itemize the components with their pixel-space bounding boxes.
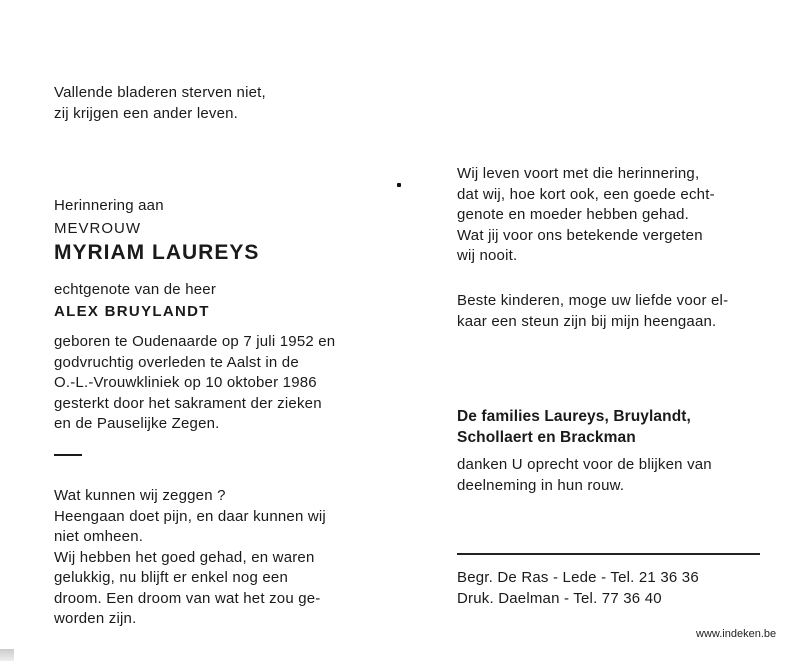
intro: Herinnering aan <box>54 197 164 214</box>
details-line: O.-L.-Vrouwkliniek op 10 oktober 1986 <box>54 374 317 391</box>
children-line: Beste kinderen, moge uw liefde voor el- <box>457 292 729 309</box>
credits-rule <box>457 553 760 555</box>
life-details <box>54 332 335 435</box>
memory-line: Wij leven voort met die herinnering, <box>457 165 700 182</box>
memory-line: Wat jij voor ons betekende vergeten <box>457 226 703 244</box>
spouse-name: ALEX BRUYLANDT <box>54 303 210 320</box>
verse <box>54 83 266 124</box>
credits <box>457 568 699 609</box>
scan-edge-mark <box>0 649 14 661</box>
poem <box>54 486 326 630</box>
details-line: en de Pauselijke Zegen. <box>54 415 220 432</box>
poem-line: droom. Een droom van wat het zou ge- <box>54 589 321 607</box>
thanks-line: deelneming in hun rouw. <box>457 476 625 494</box>
spouse-intro: echtgenote van de heer <box>54 281 217 298</box>
details-line: gesterkt door het sakrament der zieken <box>54 394 322 412</box>
deceased-name: MYRIAM LAUREYS <box>54 241 260 264</box>
verse-line: Vallende bladeren sterven niet, <box>54 84 266 101</box>
memory-line: dat wij, hoe kort ook, een goede echt- <box>457 185 715 203</box>
credits-line: Begr. De Ras - Lede - Tel. 21 36 36 <box>457 569 699 586</box>
divider-dash <box>54 454 82 456</box>
thanks-text <box>457 455 712 496</box>
poem-line: Wat kunnen wij zeggen ? <box>54 487 226 504</box>
children-text <box>457 291 728 332</box>
poem-line: Heengaan doet pijn, en daar kunnen wij <box>54 507 326 525</box>
memory-line: genote en moeder hebben gehad. <box>457 206 690 223</box>
verse-line: zij krijgen een ander leven. <box>54 104 239 122</box>
credits-line: Druk. Daelman - Tel. 77 36 40 <box>457 589 662 607</box>
watermark: www.indeken.be <box>696 628 777 640</box>
details-line: geboren te Oudenaarde op 7 juli 1952 en <box>54 333 336 350</box>
poem-line: worden zijn. <box>54 610 137 627</box>
families-line: De families Laureys, Bruylandt, <box>457 408 691 425</box>
children-line: kaar een steun zijn bij mijn heengaan. <box>457 312 717 330</box>
print-speck <box>397 183 401 187</box>
thanks-line: danken U oprecht voor de blijken van <box>457 456 712 473</box>
poem-line: gelukkig, nu blijft er enkel nog een <box>54 569 289 586</box>
families-line: Schollaert en Brackman <box>457 429 636 446</box>
families <box>457 406 691 448</box>
memory-text <box>457 164 715 267</box>
poem-line: niet omheen. <box>54 528 144 545</box>
title: MEVROUW <box>54 220 141 237</box>
poem-line: Wij hebben het goed gehad, en waren <box>54 548 315 566</box>
memory-line: wij nooit. <box>457 247 518 264</box>
details-line: godvruchtig overleden te Aalst in de <box>54 353 299 371</box>
